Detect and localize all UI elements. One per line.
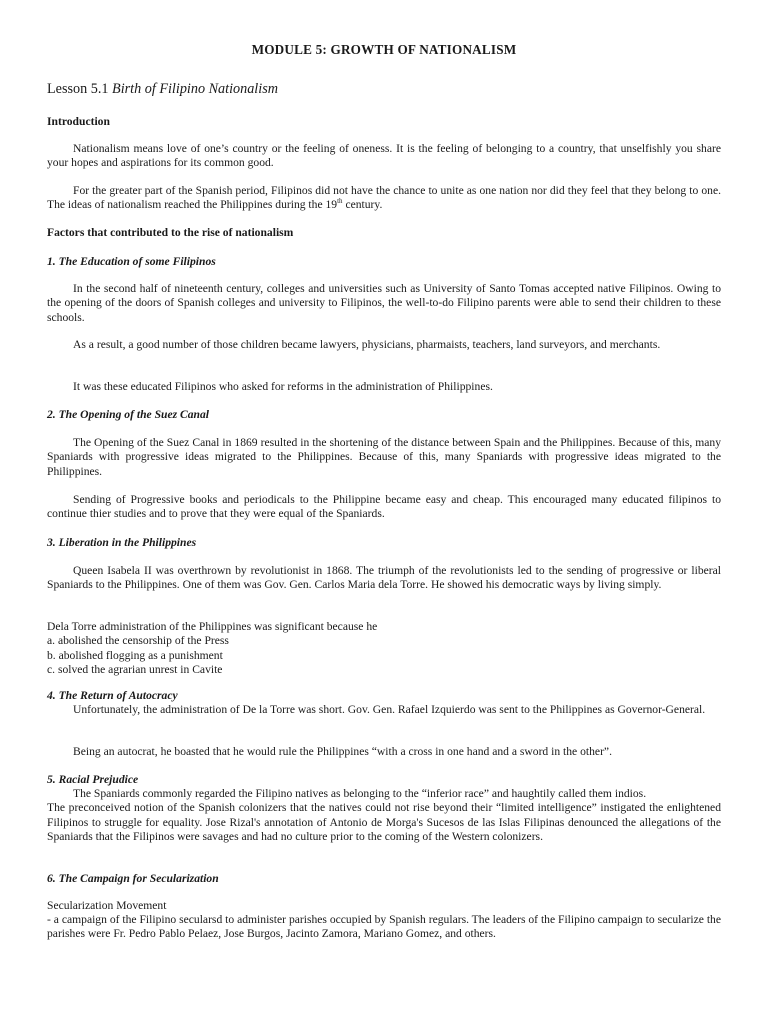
education-paragraph-1: In the second half of nineteenth century, colleges and universities such as University of Santo Tomas accepted native Filipinos. Owing to the opening of the doors of Spanish colleges and university to Filipinos, the well-to-do Filipino parents were able to send their children to these schools. [47,282,721,324]
intro-paragraph-2 [47,184,721,213]
prejudice-line-1: The Spaniards commonly regarded the Filipino natives as belonging to the “inferior race” and haughtily called them indios. [73,787,647,800]
section-education-heading: 1. The Education of some Filipinos [47,255,216,268]
intro-p2-text: For the greater part of the Spanish period, Filipinos did not have the chance to unite as one nation nor did they feel that they belong to one. The ideas of nationalism reached the Philippines during the 19 [47,184,721,212]
factors-heading: Factors that contributed to the rise of nationalism [47,226,294,239]
list-item: b. abolished flogging as a punishment [47,648,223,662]
liberation-list [47,620,721,677]
module-title: MODULE 5: GROWTH OF NATIONALISM [251,42,517,57]
introduction-heading: Introduction [47,115,110,128]
suez-paragraph-2: Sending of Progressive books and periodicals to the Philippine became easy and cheap. This encouraged many educated filipinos to continue thier studies and to prove that they were equal of the Spaniards. [47,493,721,521]
section-prejudice-heading: 5. Racial Prejudice [47,773,139,786]
education-paragraph-2: As a result, a good number of those children became lawyers, physicians, pharmaists, teachers, land surveyors, and merchants. [73,338,661,351]
prejudice-paragraph [47,787,721,844]
prejudice-line-2: The preconceived notion of the Spanish colonizers that the natives could not rise beyond their “limited intelligence” instigated the enlightened Filipinos to struggle for equality. Jose Rizal's annotation of Antonio de Morga's Sucesos de las Islas Filipinas denounced the allegations of the Spaniards that the Filipinos were savages and had no culture prior to the coming of the Western colonizers. [47,801,721,843]
section-suez-heading: 2. The Opening of the Suez Canal [47,408,210,421]
autocracy-paragraph-2: Being an autocrat, he boasted that he would rule the Philippines “with a cross in one hand and a sword in the other”. [73,745,612,758]
list-item: a. abolished the censorship of the Press [47,634,229,648]
list-intro: Dela Torre administration of the Philippines was significant because he [47,620,378,633]
suez-paragraph-1: The Opening of the Suez Canal in 1869 resulted in the shortening of the distance between Spain and the Philippines. Because of this, many Spaniards with progressive ideas migrated to the Philippines. Because of this, many Spaniards with progressive ideas migrated to the Philippines. [47,436,721,478]
secularization-subheading: Secularization Movement [47,899,167,912]
section-liberation-heading: 3. Liberation in the Philippines [47,536,197,549]
intro-p2-tail: century. [342,198,383,212]
section-secularization-heading: 6. The Campaign for Secularization [47,872,219,885]
education-paragraph-3: It was these educated Filipinos who asked for reforms in the administration of Philippines. [73,380,493,393]
intro-p2-superscript: th [337,197,343,206]
list-item: c. solved the agrarian unrest in Cavite [47,662,223,676]
lesson-number: Lesson 5.1 [47,81,109,97]
section-autocracy-heading: 4. The Return of Autocracy [47,689,178,702]
lesson-name: Birth of Filipino Nationalism [112,81,278,97]
autocracy-paragraph-1: Unfortunately, the administration of De la Torre was short. Gov. Gen. Rafael Izquierdo was sent to the Philippines as Governor-General. [73,703,706,716]
intro-paragraph-1: Nationalism means love of one’s country or the feeling of oneness. It is the feeling of belonging to a country, that unselfishly you share your hopes and aspirations for its common good. [47,142,721,170]
liberation-paragraph-1: Queen Isabela II was overthrown by revolutionist in 1868. The triumph of the revolutionists led to the sending of progressive or liberal Spaniards to the Philippines. One of them was Gov. Gen. Carlos Maria dela Torre. He showed his democratic ways by living simply. [47,564,721,592]
secularization-paragraph: - a campaign of the Filipino secularsd to administer parishes occupied by Spanish regulars. The leaders of the Filipino campaign to secularize the parishes were Fr. Pedro Pablo Pelaez, Jose Burgos, Jacinto Zamora, Mariano Gomez, and others. [47,913,721,941]
lesson-title [47,82,721,96]
